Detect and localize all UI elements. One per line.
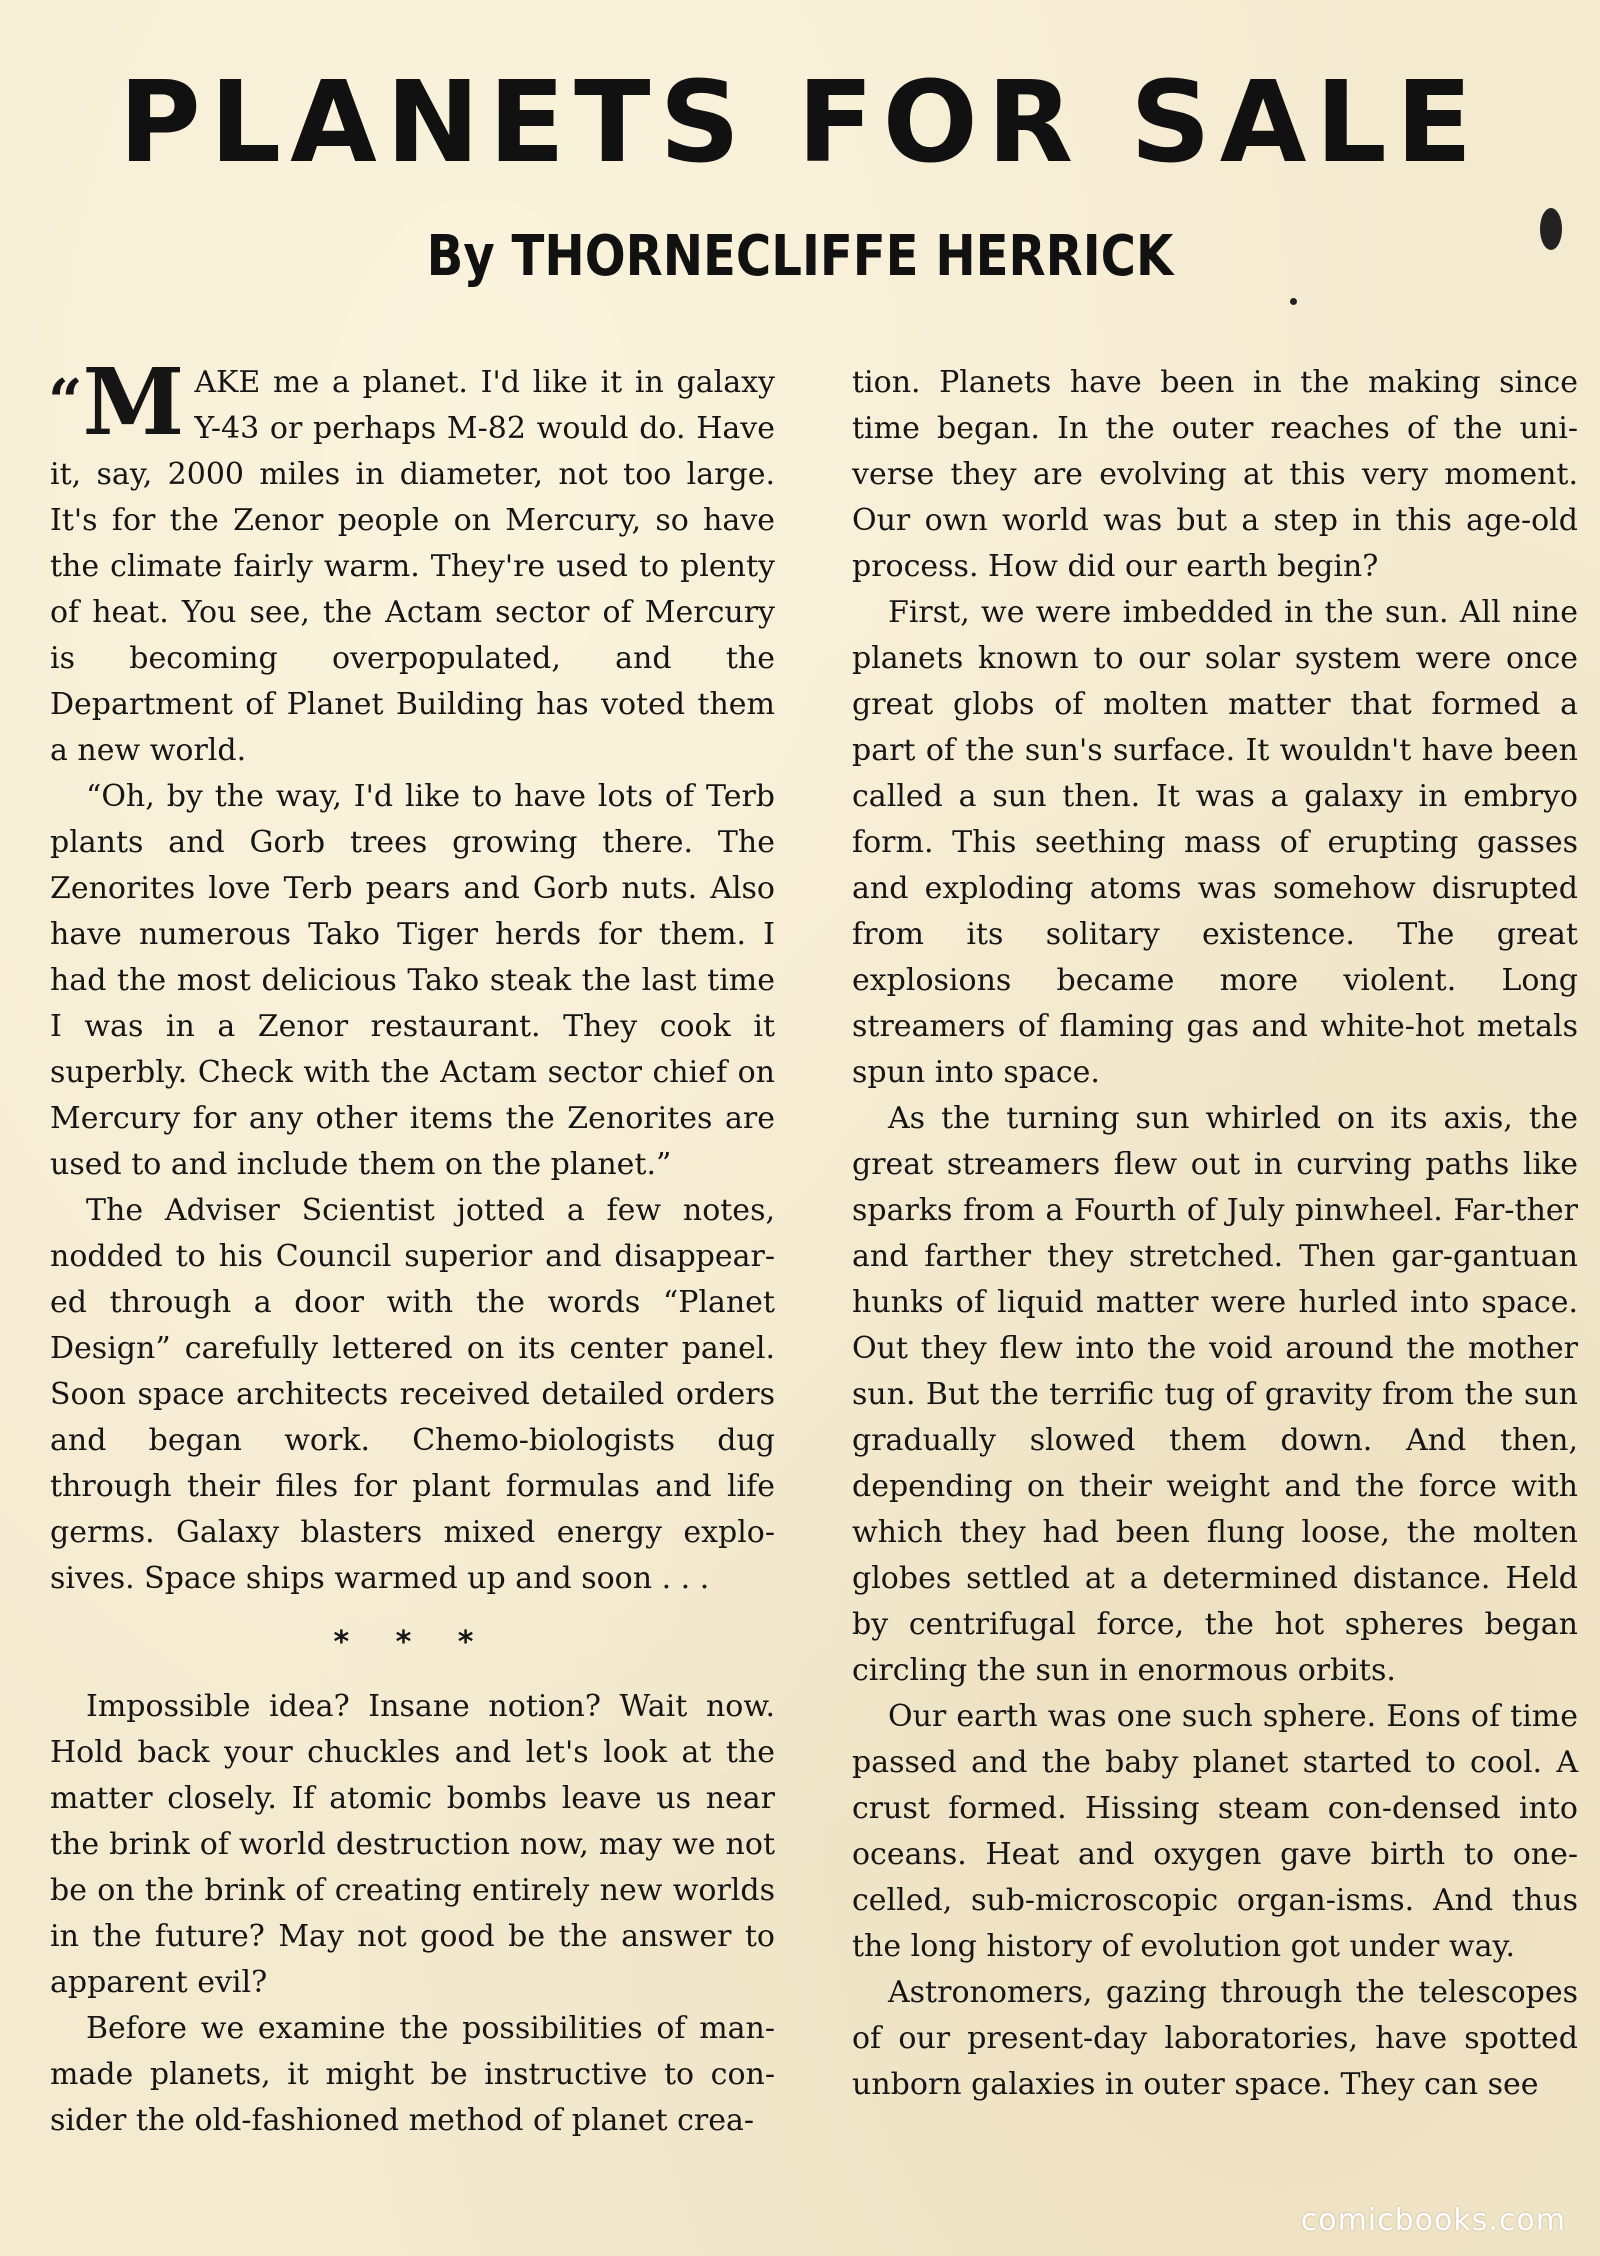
paragraph: Before we examine the possibilities of man-made planets, it might be instructive to con-sider the old-fashioned method of planet crea- <box>50 2011 775 2138</box>
paragraph: Astronomers, gazing through the telescopes of our present-day laboratories, have spotted unborn galaxies in outer space. They can see <box>852 1975 1578 2102</box>
watermark: comicbooks.com <box>1300 2203 1566 2238</box>
paragraph: Our earth was one such sphere. Eons of time passed and the baby planet started to cool. A crust formed. Hissing steam con-densed into oceans. Heat and oxygen gave birth to one-celled, sub-microscopic organ-isms. And thus the long history of evolution got under way. <box>852 1699 1578 1964</box>
paragraph: As the turning sun whirled on its axis, the great streamers flew out in curving paths like sparks from a Fourth of July pinwheel. Far-ther and farther they stretched. Then gar-gantuan hunks of liquid matter were hurled into space. Out they flew into the void around the mother sun. But the terrific tug of gravity from the sun gradually slowed them down. And then, depending on their weight and the force with which they had been flung loose, the molten globes settled at a determined distance. Held by centrifugal force, the hot spheres began circling the sun in enormous orbits. <box>852 1101 1578 1688</box>
drop-cap: “M <box>48 348 185 456</box>
opening-paragraph: “M AKE me a planet. I'd like it in galaxy Y-43 or perhaps M-82 would do. Have it, say, 2000 miles in diameter, not too large. It's for the Zenor people on Mercury, so have the climate fairly warm. They're used to plenty of heat. You see, the Actam sector of Mercury is becoming overpopulated, and the Department of Planet Building has voted them a new world. <box>48 348 775 768</box>
article-byline: By THORNECLIFFE HERRICK <box>426 224 1174 289</box>
paragraph: “Oh, by the way, I'd like to have lots of Terb plants and Gorb trees growing there. The Zenorites love Terb pears and Gorb nuts. Also have numerous Tako Tiger herds for them. I had the most delicious Tako steak the last time I was in a Zenor restaurant. They cook it superbly. Check with the Actam sector chief on Mercury for any other items the Zenorites are used to and include them on the planet.” <box>50 779 775 1182</box>
paragraph: First, we were imbedded in the sun. All nine planets known to our solar system were once great globs of molten matter that formed a part of the sun's surface. It wouldn't have been called a sun then. It was a galaxy in embryo form. This seething mass of erupting gasses and exploding atoms was somehow disrupted from its solitary existence. The great explosions became more violent. Long streamers of flaming gas and white-hot metals spun into space. <box>852 595 1578 1090</box>
right-column <box>852 360 1578 2108</box>
paragraph: The Adviser Scientist jotted a few notes, nodded to his Council superior and disappear-ed through a door with the words “Planet Design” carefully lettered on its center panel. Soon space architects received detailed orders and began work. Chemo-biologists dug through their files for plant formulas and life germs. Galaxy blasters mixed energy explo-sives. Space ships warmed up and soon . . . <box>50 1193 775 1596</box>
ink-dot <box>1290 298 1297 305</box>
left-column <box>48 348 775 2144</box>
article-title: PLANETS FOR SALE <box>118 58 1482 188</box>
paragraph: Impossible idea? Insane notion? Wait now. Hold back your chuckles and let's look at the matter closely. If atomic bombs leave us near the brink of world destruction now, may we not be on the brink of creating entirely new worlds in the future? May not good be the answer to apparent evil? <box>50 1689 775 2000</box>
paragraph: tion. Planets have been in the making since time began. In the outer reaches of the uni-verse they are evolving at this very moment. Our own world was but a step in this age-old process. How did our earth begin? <box>852 365 1578 584</box>
ink-blot <box>1540 208 1562 250</box>
section-separator: * * * <box>333 1625 492 1660</box>
